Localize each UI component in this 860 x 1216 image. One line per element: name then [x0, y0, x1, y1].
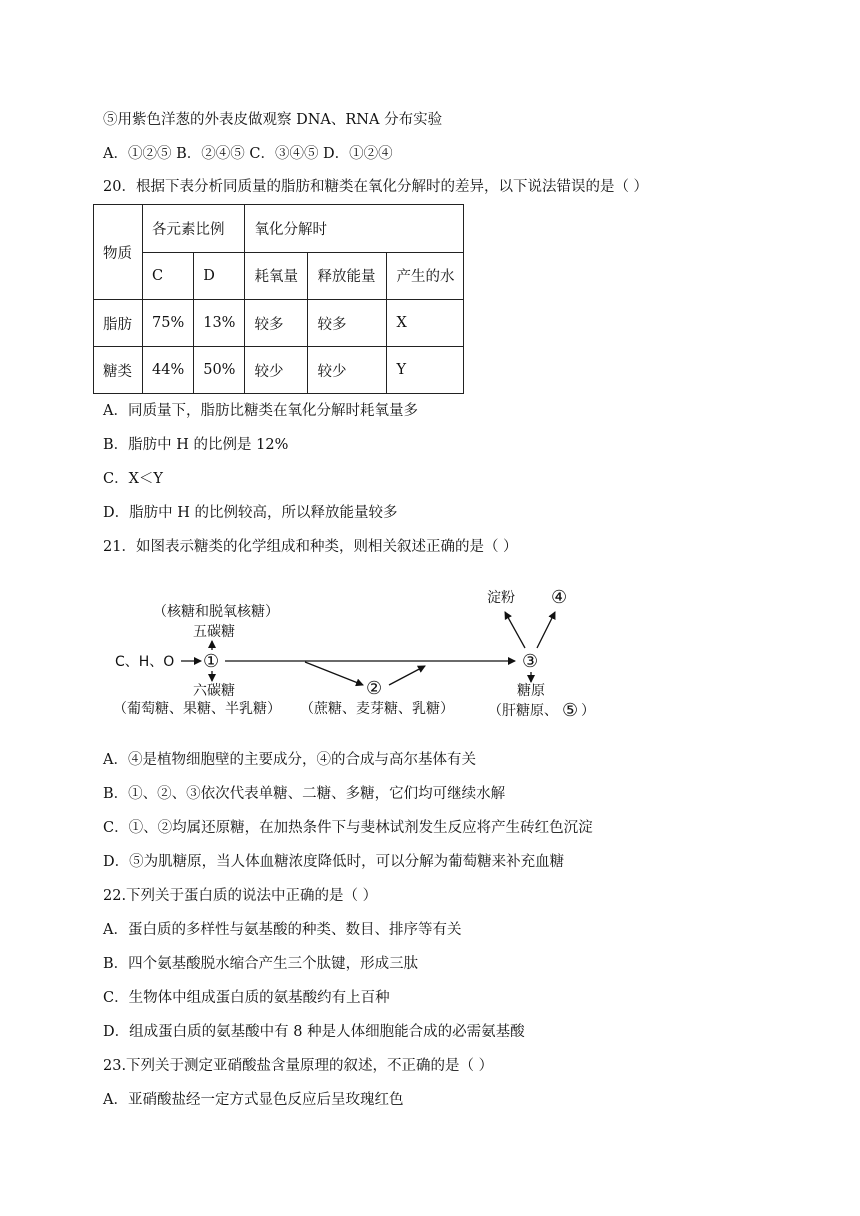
header-element-ratio: 各元素比例 [143, 205, 245, 253]
question-20-stem: 20．根据下表分析同质量的脂肪和糖类在氧化分解时的差异，以下说法错误的是（ ） [103, 179, 649, 195]
starch-label: 淀粉 [487, 590, 515, 606]
node-2: ② [366, 678, 383, 699]
question-23-stem: 23.下列关于测定亚硝酸盐含量原理的叙述，不正确的是（ ） [103, 1058, 494, 1074]
header-energy: 释放能量 [308, 252, 387, 300]
question-20-option-b: B．脂肪中 H 的比例是 12% [103, 437, 289, 453]
pentose-examples: （核糖和脱氧核糖） [153, 604, 279, 620]
header-c: C [143, 252, 194, 300]
header-d: D [194, 252, 245, 300]
row-name: 脂肪 [94, 300, 143, 347]
disaccharide-examples: （蔗糖、麦芽糖、乳糖） [300, 701, 454, 717]
glycogen-examples-prefix: （肝糖原、 [488, 703, 558, 719]
row-d: 13% [194, 300, 245, 347]
table-row [94, 347, 464, 394]
question-21-stem: 21．如图表示糖类的化学组成和种类，则相关叙述正确的是（ ） [103, 539, 518, 555]
glycogen-examples-suffix: ） [581, 703, 595, 719]
question-22-option-c: C．生物体中组成蛋白质的氨基酸约有上百种 [103, 990, 390, 1006]
row-d: 50% [194, 347, 245, 394]
table-row [94, 300, 464, 347]
row-water: X [387, 300, 464, 347]
row-oxygen: 较少 [245, 347, 308, 394]
question-22-option-d: D．组成蛋白质的氨基酸中有 8 种是人体细胞能合成的必需氨基酸 [103, 1024, 525, 1040]
pentose-label: 五碳糖 [193, 624, 235, 640]
node-1: ① [203, 651, 220, 672]
question-20-option-d: D．脂肪中 H 的比例较高，所以释放能量较多 [103, 505, 398, 521]
header-oxidation: 氧化分解时 [245, 205, 464, 253]
question-22-option-a: A．蛋白质的多样性与氨基酸的种类、数目、排序等有关 [103, 922, 462, 938]
question-21-option-b: B．①、②、③依次代表单糖、二糖、多糖，它们均可继续水解 [103, 786, 506, 802]
header-oxygen: 耗氧量 [245, 252, 308, 300]
row-c: 44% [143, 347, 194, 394]
arrow-2-to-3 [389, 666, 425, 685]
row-oxygen: 较多 [245, 300, 308, 347]
row-name: 糖类 [94, 347, 143, 394]
arrow-3-to-4 [537, 612, 555, 648]
row-c: 75% [143, 300, 194, 347]
glycogen-label: 糖原 [517, 683, 545, 699]
sugar-classification-diagram [95, 578, 615, 728]
question-23-option-a: A．亚硝酸盐经一定方式显色反应后呈玫瑰红色 [103, 1092, 404, 1108]
question-19-item-5: ⑤用紫色洋葱的外表皮做观察 DNA、RNA 分布实验 [103, 112, 443, 128]
node-4: ④ [551, 587, 568, 608]
elements-label: C、H、O [115, 654, 175, 670]
header-water: 产生的水 [387, 252, 464, 300]
node-5: ⑤ [562, 700, 579, 721]
arrow-1-to-2 [305, 662, 363, 685]
comparison-table [93, 204, 464, 394]
hexose-label: 六碳糖 [193, 683, 235, 699]
hexose-examples: （葡萄糖、果糖、半乳糖） [113, 701, 281, 717]
header-substance: 物质 [94, 205, 143, 300]
question-21-option-c: C．①、②均属还原糖，在加热条件下与斐林试剂发生反应将产生砖红色沉淀 [103, 820, 593, 836]
question-21-option-a: A．④是植物细胞壁的主要成分，④的合成与高尔基体有关 [103, 752, 476, 768]
node-3: ③ [522, 651, 539, 672]
question-21-option-d: D．⑤为肌糖原，当人体血糖浓度降低时，可以分解为葡萄糖来补充血糖 [103, 854, 565, 870]
question-22-stem: 22.下列关于蛋白质的说法中正确的是（ ） [103, 888, 378, 904]
row-energy: 较少 [308, 347, 387, 394]
question-20-option-a: A．同质量下，脂肪比糖类在氧化分解时耗氧量多 [103, 403, 418, 419]
row-water: Y [387, 347, 464, 394]
question-19-options: A．①②⑤ B．②④⑤ C．③④⑤ D．①②④ [103, 146, 393, 162]
question-22-option-b: B．四个氨基酸脱水缩合产生三个肽键，形成三肽 [103, 956, 419, 972]
row-energy: 较多 [308, 300, 387, 347]
question-20-option-c: C．X＜Y [103, 471, 163, 487]
arrow-3-to-starch [505, 612, 525, 648]
